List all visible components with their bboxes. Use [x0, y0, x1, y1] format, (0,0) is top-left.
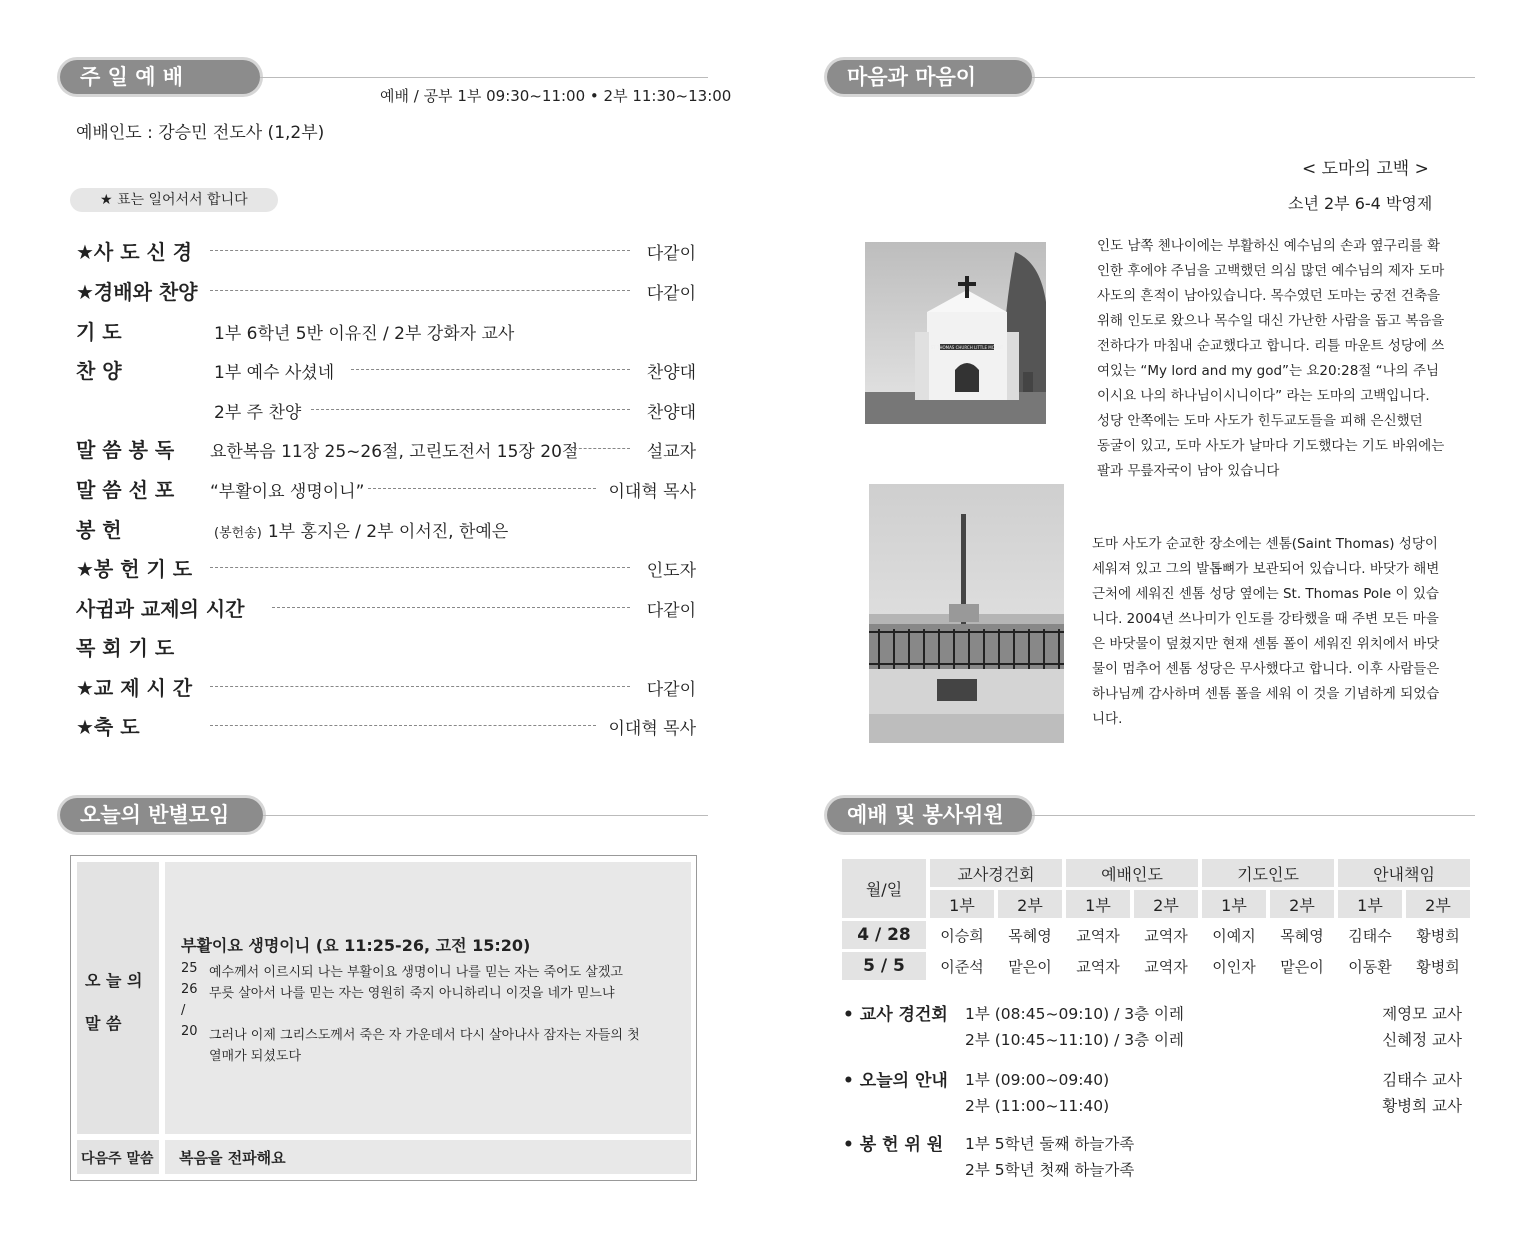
- pole-photo: [869, 484, 1064, 743]
- order-dots: [351, 369, 630, 370]
- order-who: 설교자: [646, 442, 696, 462]
- article-paragraph-2: [1092, 532, 1439, 732]
- divider: [263, 815, 708, 816]
- table-cell: 맡은이: [1270, 952, 1334, 980]
- table-cell: 교역자: [1066, 921, 1130, 949]
- order-label: 봉 헌: [76, 518, 122, 542]
- article-line: 인한 후에야 주님을 고백했던 의심 많던 예수님의 제자 도마: [1097, 263, 1445, 279]
- order-desc-text: 2부 주 찬양: [214, 403, 302, 423]
- order-label: ★경배와 찬양: [76, 280, 198, 304]
- order-dots: [272, 607, 630, 608]
- church-photo: [865, 242, 1046, 424]
- date-header: 월/일: [842, 859, 926, 918]
- info-line: 2부 (11:00~11:40): [965, 1097, 1110, 1115]
- part-header: 2부: [1406, 890, 1470, 918]
- part-header: 1부: [930, 890, 994, 918]
- order-row: [76, 434, 696, 462]
- article-line: 세워져 있고 그의 발톱뼈가 보관되어 있습니다. 바닷가 해변: [1092, 561, 1440, 577]
- info-label: • 봉 헌 위 원: [843, 1135, 944, 1155]
- section-title: 마음과 마음이: [827, 60, 1032, 94]
- order-who: 이대혁 목사: [608, 719, 696, 739]
- verse-number: 20: [181, 1024, 198, 1039]
- order-dots: [210, 290, 630, 291]
- article-line: 은 바닷물이 덮쳤지만 현재 센톰 폴이 세워진 위치에서 바닷: [1092, 636, 1440, 652]
- table-cell: 이준석: [930, 952, 994, 980]
- article-line: 위해 인도로 왔으나 목수일 대신 가난한 사람을 돕고 복음을: [1097, 313, 1445, 329]
- church-sign: ST THOMAS CHURCH LITTLE MOUNT: [930, 345, 1004, 350]
- order-row: [76, 514, 696, 542]
- church-image: [865, 242, 1046, 424]
- table-cell: 맡은이: [998, 952, 1062, 980]
- order-who: 다같이: [646, 601, 696, 621]
- verse-text: 그러나 이제 그리스도께서 죽은 자 가운데서 다시 살아나사 잠자는 자들의 첫: [209, 1028, 640, 1043]
- info-person: 제영모 교사: [1382, 1005, 1462, 1023]
- order-dots: [574, 448, 630, 449]
- worship-times: 예배 / 공부 1부 09:30~11:00 • 2부 11:30~13:00: [380, 87, 732, 105]
- table-cell: 이승희: [930, 921, 994, 949]
- table-cell: 목혜영: [998, 921, 1062, 949]
- part-header: 2부: [998, 890, 1062, 918]
- order-dots: [210, 567, 630, 568]
- order-label: 사귐과 교제의 시간: [76, 597, 245, 621]
- order-row: [76, 395, 696, 423]
- order-row: [76, 276, 696, 304]
- parts-row: [842, 890, 1470, 918]
- star-note: ★ 표는 일어서서 합니다: [70, 188, 278, 212]
- table-cell: 교역자: [1134, 952, 1198, 980]
- table-cell: 목혜영: [1270, 921, 1334, 949]
- next-week-value: 복음을 전파해요: [179, 1149, 286, 1167]
- order-desc: [214, 517, 508, 542]
- table-cell: 이동환: [1338, 952, 1402, 980]
- info-line: 1부 5학년 둘째 하늘가족: [965, 1135, 1135, 1153]
- order-row: [76, 316, 696, 344]
- order-row: [76, 632, 696, 660]
- word-label-1: 오 늘 의: [85, 971, 143, 990]
- word-box: [70, 855, 697, 1181]
- article-line: 인도 남쪽 첸나이에는 부활하신 예수님의 손과 옆구리를 확: [1097, 238, 1441, 254]
- table-cell: 교역자: [1066, 952, 1130, 980]
- group-header: 안내책임: [1338, 859, 1470, 887]
- info-person: 황병희 교사: [1382, 1097, 1462, 1115]
- order-desc-small: (봉헌송): [214, 526, 262, 541]
- group-header: 예배인도: [1066, 859, 1198, 887]
- order-who: 인도자: [646, 561, 696, 581]
- info-label: • 교사 경건회: [843, 1005, 948, 1025]
- order-label: 기 도: [76, 320, 122, 344]
- article-line: 물이 멈추어 센톰 성당은 무사했다고 합니다. 이후 사람들은: [1092, 661, 1440, 677]
- order-row: [76, 236, 696, 264]
- verse-text: 예수께서 이르시되 나는 부활이요 생명이니 나를 믿는 자는 죽어도 살겠고: [209, 965, 623, 980]
- verse-number: 25: [181, 961, 198, 976]
- verse-text: 무릇 살아서 나를 믿는 자는 영원히 죽지 아니하리니 이것을 네가 믿느냐: [209, 986, 615, 1001]
- info-label: • 오늘의 안내: [843, 1071, 948, 1091]
- part-header: 1부: [1338, 890, 1402, 918]
- section-title: 예배 및 봉사위원: [827, 798, 1032, 832]
- article-line: 니다.: [1092, 711, 1123, 727]
- table-cell: 교역자: [1134, 921, 1198, 949]
- article-line: 니다. 2004년 쓰나미가 인도를 강타했을 때 주변 모든 마을: [1092, 611, 1439, 627]
- table-cell: 황병희: [1406, 952, 1470, 980]
- order-dots: [210, 686, 630, 687]
- info-person: 신혜정 교사: [1382, 1031, 1462, 1049]
- article-line: 도마 사도가 순교한 장소에는 센톰(Saint Thomas) 성당이: [1092, 536, 1438, 552]
- order-who: 다같이: [646, 284, 696, 304]
- order-dots: [210, 250, 630, 251]
- table-row: [842, 921, 1470, 949]
- row-date: 4 / 28: [842, 921, 926, 949]
- article-line: 팔과 무릎자국이 남아 있습니다: [1097, 463, 1280, 479]
- section-title: 주 일 예 배: [60, 60, 260, 94]
- article-author: 소년 2부 6-4 박영제: [1288, 194, 1433, 213]
- table-cell: 이인자: [1202, 952, 1266, 980]
- group-header: 기도인도: [1202, 859, 1334, 887]
- order-label: ★교 제 시 간: [76, 676, 193, 700]
- article-paragraph-1: [1097, 234, 1444, 484]
- row-date: 5 / 5: [842, 952, 926, 980]
- section-title: 오늘의 반별모임: [60, 798, 263, 832]
- article-line: 성당 안쪽에는 도마 사도가 힌두교도들을 피해 은신했던: [1097, 413, 1423, 429]
- info-person: 김태수 교사: [1382, 1071, 1462, 1089]
- article-line: 이시요 나의 하나님이시니이다” 라는 도마의 고백입니다.: [1097, 388, 1430, 404]
- table-cell: 이예지: [1202, 921, 1266, 949]
- verse-number: /: [181, 1003, 186, 1018]
- order-desc-text: 1부 예수 사셨네: [214, 363, 335, 383]
- order-desc: [214, 319, 514, 344]
- divider: [260, 77, 708, 78]
- group-header: 교사경건회: [930, 859, 1062, 887]
- word-label-2: 말 씀: [85, 1014, 122, 1033]
- info-line: 1부 (09:00~09:40): [965, 1071, 1110, 1089]
- part-header: 1부: [1066, 890, 1130, 918]
- article-line: 전하다가 마침내 순교했다고 합니다. 리틀 마운트 성당에 쓰: [1097, 338, 1445, 354]
- order-desc-text: 1부 6학년 5반 이유진 / 2부 강화자 교사: [214, 324, 515, 344]
- order-dots: [210, 725, 596, 726]
- order-who: 이대혁 목사: [608, 482, 696, 502]
- article-line: 근처에 세워진 센톰 성당 옆에는 St. Thomas Pole 이 있습: [1092, 586, 1439, 602]
- part-header: 2부: [1134, 890, 1198, 918]
- order-row: [76, 553, 696, 581]
- order-row: [76, 711, 696, 739]
- order-who: 다같이: [646, 244, 696, 264]
- article-line: 사도의 흔적이 남아있습니다. 목수였던 도마는 궁전 건축을: [1097, 288, 1441, 304]
- info-line: 1부 (08:45~09:10) / 3층 이레: [965, 1005, 1184, 1023]
- article-title: < 도마의 고백 >: [1302, 159, 1429, 179]
- word-heading: 부활이요 생명이니 (요 11:25-26, 고전 15:20): [181, 936, 531, 955]
- order-label: 찬 양: [76, 359, 122, 383]
- part-header: 2부: [1270, 890, 1334, 918]
- divider: [1032, 77, 1475, 78]
- order-desc: [214, 358, 334, 383]
- order-dots: [311, 409, 630, 410]
- word-label-cell: [77, 862, 159, 1134]
- order-desc: [210, 477, 364, 502]
- article-line: 동굴이 있고, 도마 사도가 날마다 기도했다는 기도 바위에는: [1097, 438, 1445, 454]
- order-label: 말 씀 선 포: [76, 478, 175, 502]
- table-cell: 황병희: [1406, 921, 1470, 949]
- table-row: [842, 952, 1470, 980]
- table-cell: 김태수: [1338, 921, 1402, 949]
- article-line: 여있는 “My lord and my god”는 요20:28절 “나의 주님: [1097, 363, 1440, 379]
- order-dots: [368, 488, 596, 489]
- order-desc-text: 요한복음 11장 25~26절, 고린도전서 15장 20절: [210, 442, 579, 462]
- order-who: 찬양대: [646, 363, 696, 383]
- next-week-label: 다음주 말씀: [81, 1151, 154, 1167]
- order-desc-text: “부활이요 생명이니”: [210, 482, 365, 502]
- order-desc-text: 1부 홍지은 / 2부 이서진, 한예은: [267, 522, 509, 542]
- worship-leader: 예배인도 : 강승민 전도사 (1,2부): [76, 123, 325, 143]
- order-who: 찬양대: [646, 403, 696, 423]
- order-label: 말 씀 봉 독: [76, 438, 175, 462]
- order-row: [76, 355, 696, 383]
- divider: [1032, 815, 1475, 816]
- order-who: 다같이: [646, 680, 696, 700]
- part-header: 1부: [1202, 890, 1266, 918]
- order-row: [76, 672, 696, 700]
- order-desc: [214, 398, 301, 423]
- order-label: ★축 도: [76, 715, 140, 739]
- pole-image: [869, 484, 1064, 743]
- order-row: [76, 474, 696, 502]
- order-row: [76, 593, 696, 621]
- info-line: 2부 (10:45~11:10) / 3층 이레: [965, 1031, 1184, 1049]
- order-desc: [210, 437, 578, 462]
- duty-table: [838, 856, 1474, 983]
- order-label: ★사 도 신 경: [76, 240, 193, 264]
- order-label: 목 회 기 도: [76, 636, 175, 660]
- verse-number: 26: [181, 982, 198, 997]
- verse-text: 열매가 되셨도다: [209, 1049, 302, 1064]
- info-line: 2부 5학년 첫째 하늘가족: [965, 1161, 1135, 1179]
- article-line: 하나님께 감사하며 센톰 폴을 세워 이 것을 기념하게 되었습: [1092, 686, 1440, 702]
- order-label: ★봉 헌 기 도: [76, 557, 193, 581]
